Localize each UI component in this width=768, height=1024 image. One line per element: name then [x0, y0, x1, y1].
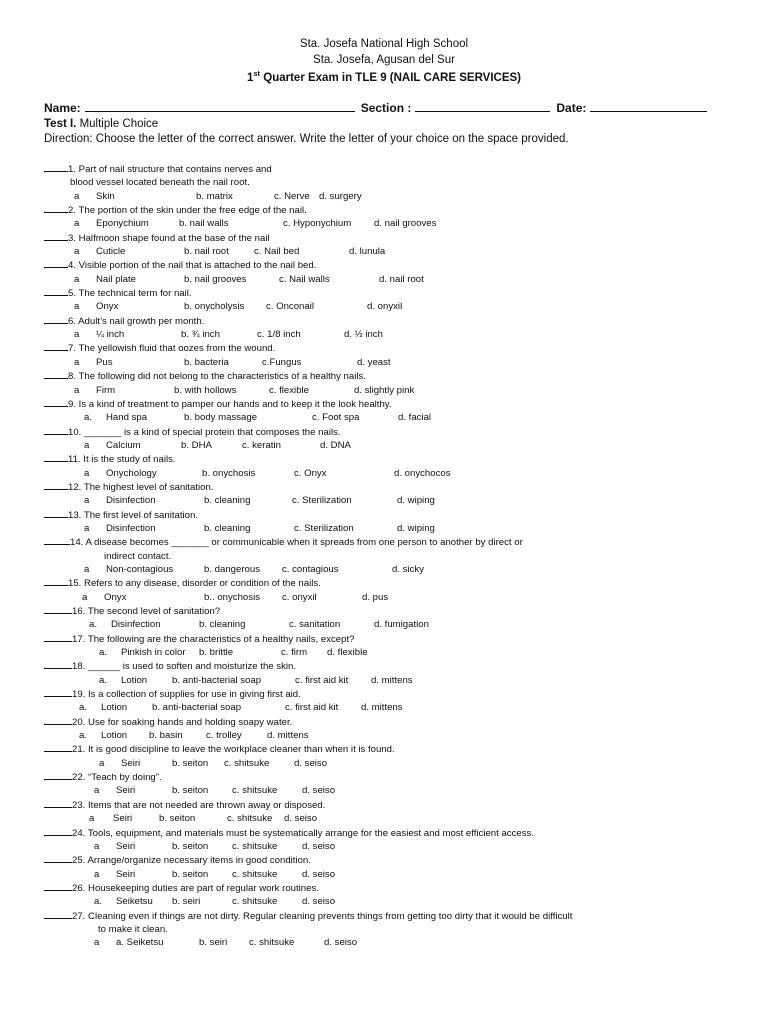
date-field[interactable]: [590, 101, 707, 112]
choices-row: a Disinfection b. cleaning c. Sterilization d. wiping: [84, 495, 435, 507]
answer-blank[interactable]: [44, 659, 72, 669]
question-number: 6.: [68, 315, 79, 327]
question-text: Refers to any disease, disorder or condition of the nails.: [84, 578, 321, 590]
question-line: [44, 231, 744, 245]
answer-blank[interactable]: [44, 853, 72, 863]
choice-b: b. onychosis: [202, 467, 256, 479]
choice-b: b.. onychosis: [204, 591, 260, 603]
section-label: Section :: [360, 101, 412, 115]
direction-text: Direction: Choose the letter of the correct answer. Write the letter of your choice on the space provided.: [44, 133, 569, 145]
choice-d: d. seiso: [302, 868, 336, 880]
question-text: Tools, equipment, and materials must be systematically arrange for the easiest and most efficient access.: [87, 827, 534, 839]
question-text: The highest level of sanitation.: [83, 481, 214, 493]
question-text: It is good discipline to leave the workplace cleaner than when it is found.: [88, 744, 395, 756]
answer-blank[interactable]: [44, 770, 72, 780]
choice-c: c. Nerve: [274, 190, 310, 202]
answer-blank[interactable]: [44, 162, 68, 172]
choice-b: b. cleaning: [199, 619, 246, 631]
answer-blank[interactable]: [44, 535, 70, 545]
question-line: [44, 715, 744, 729]
choice-b: b. anti-bacterial soap: [172, 674, 262, 686]
answer-blank[interactable]: [44, 286, 68, 296]
question-line: [44, 286, 744, 300]
question-line: [44, 480, 744, 494]
choice-c: c. Hyponychium: [283, 218, 352, 230]
choice-b: b. cleaning: [204, 522, 251, 534]
choices-row: a Seiri b. seiton c. shitsuke d. seiso: [89, 813, 318, 825]
choice-c: c. Sterilization: [292, 495, 352, 507]
choices-row: a Eponychium b. nail walls c. Hyponychium d. nail grooves: [74, 218, 437, 230]
answer-blank[interactable]: [44, 258, 68, 268]
question-22: [44, 770, 744, 798]
question-number: 27.: [72, 910, 89, 922]
choices-row: a Cuticle b. nail root c. Nail bed d. lunula: [74, 246, 386, 258]
choice-c: c. shitsuke: [232, 896, 278, 908]
test-title-type: Multiple Choice: [76, 118, 159, 130]
question-5: [44, 286, 744, 314]
choice-d: d. seiso: [302, 896, 336, 908]
question-text: Halfmoon shape found at the base of the nail: [78, 232, 270, 244]
question-line: [44, 604, 744, 618]
school-location: Sta. Josefa, Agusan del Sur: [313, 54, 455, 66]
choice-b: b. seiri: [199, 937, 228, 949]
question-number: 18.: [72, 661, 89, 673]
choice-d: d. surgery: [319, 190, 362, 202]
choice-d: d. wiping: [397, 495, 435, 507]
question-line: [44, 397, 744, 411]
school-name: Sta. Josefa National High School: [299, 38, 469, 50]
choice-b: b. seiton: [172, 757, 209, 769]
choice-d: d. seiso: [302, 785, 336, 797]
question-20: [44, 715, 744, 743]
choices-row: a Calcium b. DHA c. keratin d. DNA: [84, 439, 351, 451]
question-line: [44, 770, 744, 784]
choice-b: b. brittle: [199, 647, 234, 659]
question-number: 2.: [68, 205, 79, 217]
choice-c: c. flexible: [269, 384, 309, 396]
choice-b: b. seiton: [159, 813, 196, 825]
question-text: ______ is used to soften and moisturize the skin.: [88, 661, 297, 673]
question-text: _______ is a kind of special protein that composes the nails.: [84, 426, 341, 438]
choices-row: a Onyx b. onycholysis c. Onconail d. onyxil: [74, 301, 403, 313]
answer-blank[interactable]: [44, 604, 72, 614]
choice-d: d. yeast: [357, 356, 391, 368]
question-text: Items that are not needed are thrown away or disposed.: [88, 799, 326, 811]
name-field[interactable]: [85, 101, 355, 112]
choices-row: a. Lotion b. anti-bacterial soap c. first aid kit d. mittens: [99, 674, 413, 686]
question-text: The yellowish fluid that oozes from the wound.: [78, 343, 276, 355]
question-text: The following did not belong to the characteristics of a healthy nails.: [78, 371, 366, 383]
question-text: The first level of sanitation.: [83, 509, 198, 521]
question-line: [44, 909, 744, 923]
question-12: [44, 480, 744, 508]
answer-blank[interactable]: [44, 203, 68, 213]
choices-row: a. Lotion b. basin c. trolley d. mittens: [79, 730, 309, 742]
choices-row: a Pus b. bacteria c.Fungus d. yeast: [74, 356, 391, 368]
choices-row: a ¼ inch b. ¾ inch c. 1/8 inch d. ½ inch: [74, 329, 383, 341]
choice-c: c. shitsuke: [224, 757, 270, 769]
question-11: [44, 452, 744, 480]
choices-row: a Seiri b. seiton c. shitsuke d. seiso: [94, 785, 336, 797]
question-26: [44, 881, 744, 909]
answer-blank[interactable]: [44, 881, 72, 891]
question-text: Cleaning even if things are not dirty. Regular cleaning prevents things from getting too dirty that it would be difficult: [88, 910, 573, 922]
question-14: [44, 535, 744, 576]
choice-b: b. dangerous: [204, 563, 261, 575]
question-line: [44, 742, 744, 756]
choice-c: c. Foot spa: [312, 412, 360, 424]
choice-b: b. anti-bacterial soap: [152, 702, 242, 714]
question-number: 5.: [68, 288, 79, 300]
answer-blank[interactable]: [44, 369, 68, 379]
student-info-row: [44, 101, 720, 115]
question-number: 11.: [68, 454, 84, 466]
question-line: [44, 881, 744, 895]
question-21: [44, 742, 744, 770]
choices-row: a Onyx b.. onychosis c. onyxil d. pus: [82, 591, 389, 603]
choice-d: d. fumigation: [374, 619, 429, 631]
question-list: [44, 162, 744, 950]
question-text-continued: indirect contact.: [104, 550, 172, 562]
choice-c: c.Fungus: [262, 356, 302, 368]
choice-c: c. keratin: [242, 439, 281, 451]
choice-c: c. firm: [281, 647, 308, 659]
choice-d: d. wiping: [397, 522, 435, 534]
question-text: The portion of the skin under the free edge of the nail.: [78, 205, 307, 217]
choices-row: a Non-contagious b. dangerous c. contagious d. sicky: [84, 563, 424, 575]
choice-b: b. seiton: [172, 868, 209, 880]
exam-title-text: Quarter Exam in TLE 9 (NAIL CARE SERVICES): [260, 71, 522, 84]
question-24: [44, 826, 744, 854]
question-line: [44, 659, 744, 673]
choices-row: a. Pinkish in color b. brittle c. firm d. flexible: [99, 647, 368, 659]
choice-d: d. mittens: [371, 674, 413, 686]
answer-blank[interactable]: [44, 508, 68, 518]
choice-d: d. sicky: [392, 563, 424, 575]
choices-row: a a. Seiketsu b. seiri c. shitsuke d. seiso: [94, 937, 358, 949]
question-25: [44, 853, 744, 881]
answer-blank[interactable]: [44, 909, 72, 919]
answer-blank[interactable]: [44, 425, 68, 435]
choice-b: b. seiri: [172, 896, 201, 908]
choice-c: c. shitsuke: [227, 813, 273, 825]
question-1: [44, 162, 744, 203]
question-number: 24.: [72, 827, 88, 839]
question-text: Is a collection of supplies for use in giving first aid.: [88, 689, 301, 701]
choice-b: b. onycholysis: [184, 301, 245, 313]
question-number: 23.: [72, 799, 89, 811]
choices-row: a Nail plate b. nail grooves c. Nail walls d. nail root: [74, 273, 424, 285]
choice-d: d. seiso: [294, 757, 328, 769]
choice-d: d. facial: [398, 412, 432, 424]
question-number: 7.: [68, 343, 79, 355]
choice-b: b. nail root: [184, 246, 229, 258]
question-text: Is a kind of treatment to pamper our hands and to keep it the look healthy.: [78, 398, 392, 410]
question-line: [44, 341, 744, 355]
question-number: 20.: [72, 716, 89, 728]
question-number: 10.: [68, 426, 85, 438]
question-8: [44, 369, 744, 397]
question-line: [44, 687, 744, 701]
choices-row: a. Seiketsu b. seiri c. shitsuke d. seiso: [94, 896, 336, 908]
section-field[interactable]: [415, 101, 550, 112]
question-number: 15.: [68, 578, 85, 590]
choices-row: a Seiri b. seiton c. shitsuke d. seiso: [94, 868, 336, 880]
exam-title-ordinal: 1: [246, 71, 254, 84]
question-line: [44, 162, 744, 176]
choice-b: b. nail grooves: [184, 273, 247, 285]
question-number: 17.: [72, 633, 88, 645]
choice-d: d. ½ inch: [344, 329, 383, 341]
question-number: 14.: [70, 537, 86, 549]
choices-row: a Disinfection b. cleaning c. Sterilization d. wiping: [84, 522, 435, 534]
choice-b: b. seiton: [172, 840, 209, 852]
choice-d: d. DNA: [320, 439, 351, 451]
question-4: [44, 258, 744, 286]
choice-b: b. bacteria: [184, 356, 229, 368]
answer-blank[interactable]: [44, 742, 72, 752]
question-line: [44, 826, 744, 840]
question-10: [44, 425, 744, 453]
question-text: A disease becomes _______ or communicable when it spreads from one person to another by direct or: [85, 537, 523, 549]
question-number: 21.: [72, 744, 89, 756]
question-23: [44, 798, 744, 826]
choices-row: a Seiri b. seiton c. shitsuke d. seiso: [99, 757, 328, 769]
choice-c: c. trolley: [206, 730, 242, 742]
question-text: Visible portion of the nail that is attached to the nail bed.: [78, 260, 317, 272]
choice-d: d. nail grooves: [374, 218, 437, 230]
choice-b: b. nail walls: [179, 218, 229, 230]
choice-c: c. Onyx: [294, 467, 327, 479]
answer-blank[interactable]: [44, 826, 72, 836]
question-number: 16.: [72, 606, 88, 617]
exam-title-sup: st: [253, 69, 261, 78]
question-number: 19.: [72, 689, 89, 701]
question-text-continued: blood vessel located beneath the nail root.: [70, 177, 250, 189]
choice-c: c. 1/8 inch: [257, 329, 301, 341]
question-number: 9.: [68, 398, 79, 410]
question-number: 3.: [68, 232, 79, 244]
choices-row: a. Disinfection b. cleaning c. sanitation d. fumigation: [89, 619, 429, 631]
question-16: [44, 604, 744, 632]
answer-blank[interactable]: [44, 632, 72, 642]
choices-row: a. Lotion b. anti-bacterial soap c. first aid kit d. mittens: [79, 702, 403, 714]
choice-b: b. ¾ inch: [181, 329, 220, 341]
question-27: [44, 909, 744, 950]
choice-d: d. onychocos: [394, 467, 451, 479]
choice-d: d. mittens: [361, 702, 403, 714]
question-line: [44, 452, 744, 466]
choice-d: d. seiso: [324, 937, 358, 949]
question-number: 25.: [72, 855, 88, 867]
answer-blank[interactable]: [44, 798, 72, 808]
question-line: [44, 576, 744, 590]
choice-c: c. shitsuke: [232, 840, 278, 852]
question-18: [44, 659, 744, 687]
answer-blank[interactable]: [44, 314, 68, 324]
choice-c: c. shitsuke: [232, 785, 278, 797]
exam-title: [0, 69, 768, 84]
answer-blank[interactable]: [44, 687, 72, 697]
choices-row: a Seiri b. seiton c. shitsuke d. seiso: [94, 840, 336, 852]
choice-b: b. body massage: [184, 412, 258, 424]
choice-d: d. onyxil: [367, 301, 403, 313]
choice-c: c. sanitation: [289, 619, 341, 631]
question-line: [44, 425, 744, 439]
choices-row: a Onychology b. onychosis c. Onyx d. onychocos: [84, 467, 451, 479]
question-text: Part of nail structure that contains nerves and: [78, 164, 272, 175]
name-label: Name:: [44, 101, 81, 115]
choice-d: d. slightly pink: [354, 384, 415, 396]
choice-b: b. DHA: [181, 439, 212, 451]
choice-d: d. flexible: [327, 647, 368, 659]
question-line: [44, 853, 744, 867]
choice-c: c. shitsuke: [232, 868, 278, 880]
question-19: [44, 687, 744, 715]
choice-d: d. lunula: [349, 246, 386, 258]
choice-c: c. first aid kit: [295, 674, 349, 686]
choice-c: c. contagious: [282, 563, 339, 575]
question-line: [44, 314, 744, 328]
question-text: Arrange/organize necessary items in good condition.: [87, 855, 311, 867]
choices-row: a Skin b. matrix c. Nerve d. surgery: [74, 190, 362, 202]
question-line: [44, 508, 744, 522]
question-text: The following are the characteristics of a healthy nails, except?: [87, 633, 355, 645]
question-text: It is the study of nails.: [83, 454, 176, 466]
choice-c: c. Sterilization: [294, 522, 354, 534]
test-title: [44, 118, 158, 130]
choice-d: d. seiso: [302, 840, 336, 852]
question-line: [44, 258, 744, 272]
choice-c: c. shitsuke: [249, 937, 295, 949]
question-line: [44, 798, 744, 812]
question-text: The technical term for nail.: [78, 288, 192, 300]
choice-d: d. mittens: [267, 730, 309, 742]
question-text: Housekeeping duties are part of regular work routines.: [88, 882, 319, 894]
answer-blank[interactable]: [44, 452, 68, 462]
question-number: 13.: [68, 509, 84, 521]
answer-blank[interactable]: [44, 576, 68, 586]
question-number: 22.: [72, 772, 89, 784]
choice-b: b. matrix: [196, 190, 233, 202]
answer-blank[interactable]: [44, 715, 72, 725]
question-15: [44, 576, 744, 604]
question-3: [44, 231, 744, 259]
answer-blank[interactable]: [44, 341, 68, 351]
question-number: 26.: [72, 882, 89, 894]
question-text: “Teach by doing”.: [88, 772, 162, 784]
choices-row: a Firm b. with hollows c. flexible d. slightly pink: [74, 384, 415, 396]
answer-blank[interactable]: [44, 231, 68, 241]
choice-c: c. Nail walls: [279, 273, 330, 285]
question-number: 4.: [68, 260, 79, 272]
choice-b: b. cleaning: [204, 495, 251, 507]
question-17: [44, 632, 744, 660]
question-number: 8.: [68, 371, 79, 383]
choice-b: b. basin: [149, 730, 183, 742]
answer-blank[interactable]: [44, 397, 68, 407]
question-2: [44, 203, 744, 231]
question-9: [44, 397, 744, 425]
answer-blank[interactable]: [44, 480, 68, 490]
question-line: [44, 203, 744, 217]
date-label: Date:: [556, 101, 587, 115]
choice-c: c. Onconail: [266, 301, 314, 313]
question-text: Use for soaking hands and holding soapy water.: [88, 716, 293, 728]
test-title-number: Test I.: [44, 118, 77, 130]
question-text: The second level of sanitation?: [87, 606, 221, 617]
question-line: [44, 632, 744, 646]
question-line: [44, 535, 744, 549]
question-7: [44, 341, 744, 369]
choice-d: d. pus: [362, 591, 389, 603]
question-number: 1.: [68, 164, 79, 175]
question-text: Adult’s nail growth per month.: [78, 315, 205, 327]
question-text-continued: to make it clean.: [98, 923, 168, 935]
question-number: 12.: [68, 481, 84, 493]
question-6: [44, 314, 744, 342]
question-13: [44, 508, 744, 536]
choices-row: a. Hand spa b. body massage c. Foot spa d. facial: [84, 412, 432, 424]
choice-b: b. with hollows: [174, 384, 237, 396]
choice-c: c. first aid kit: [285, 702, 339, 714]
choice-c: c. Nail bed: [254, 246, 300, 258]
choice-c: c. onyxil: [282, 591, 317, 603]
question-line: [44, 369, 744, 383]
choice-d: d. seiso: [284, 813, 318, 825]
choice-d: d. nail root: [379, 273, 424, 285]
choice-b: b. seiton: [172, 785, 209, 797]
